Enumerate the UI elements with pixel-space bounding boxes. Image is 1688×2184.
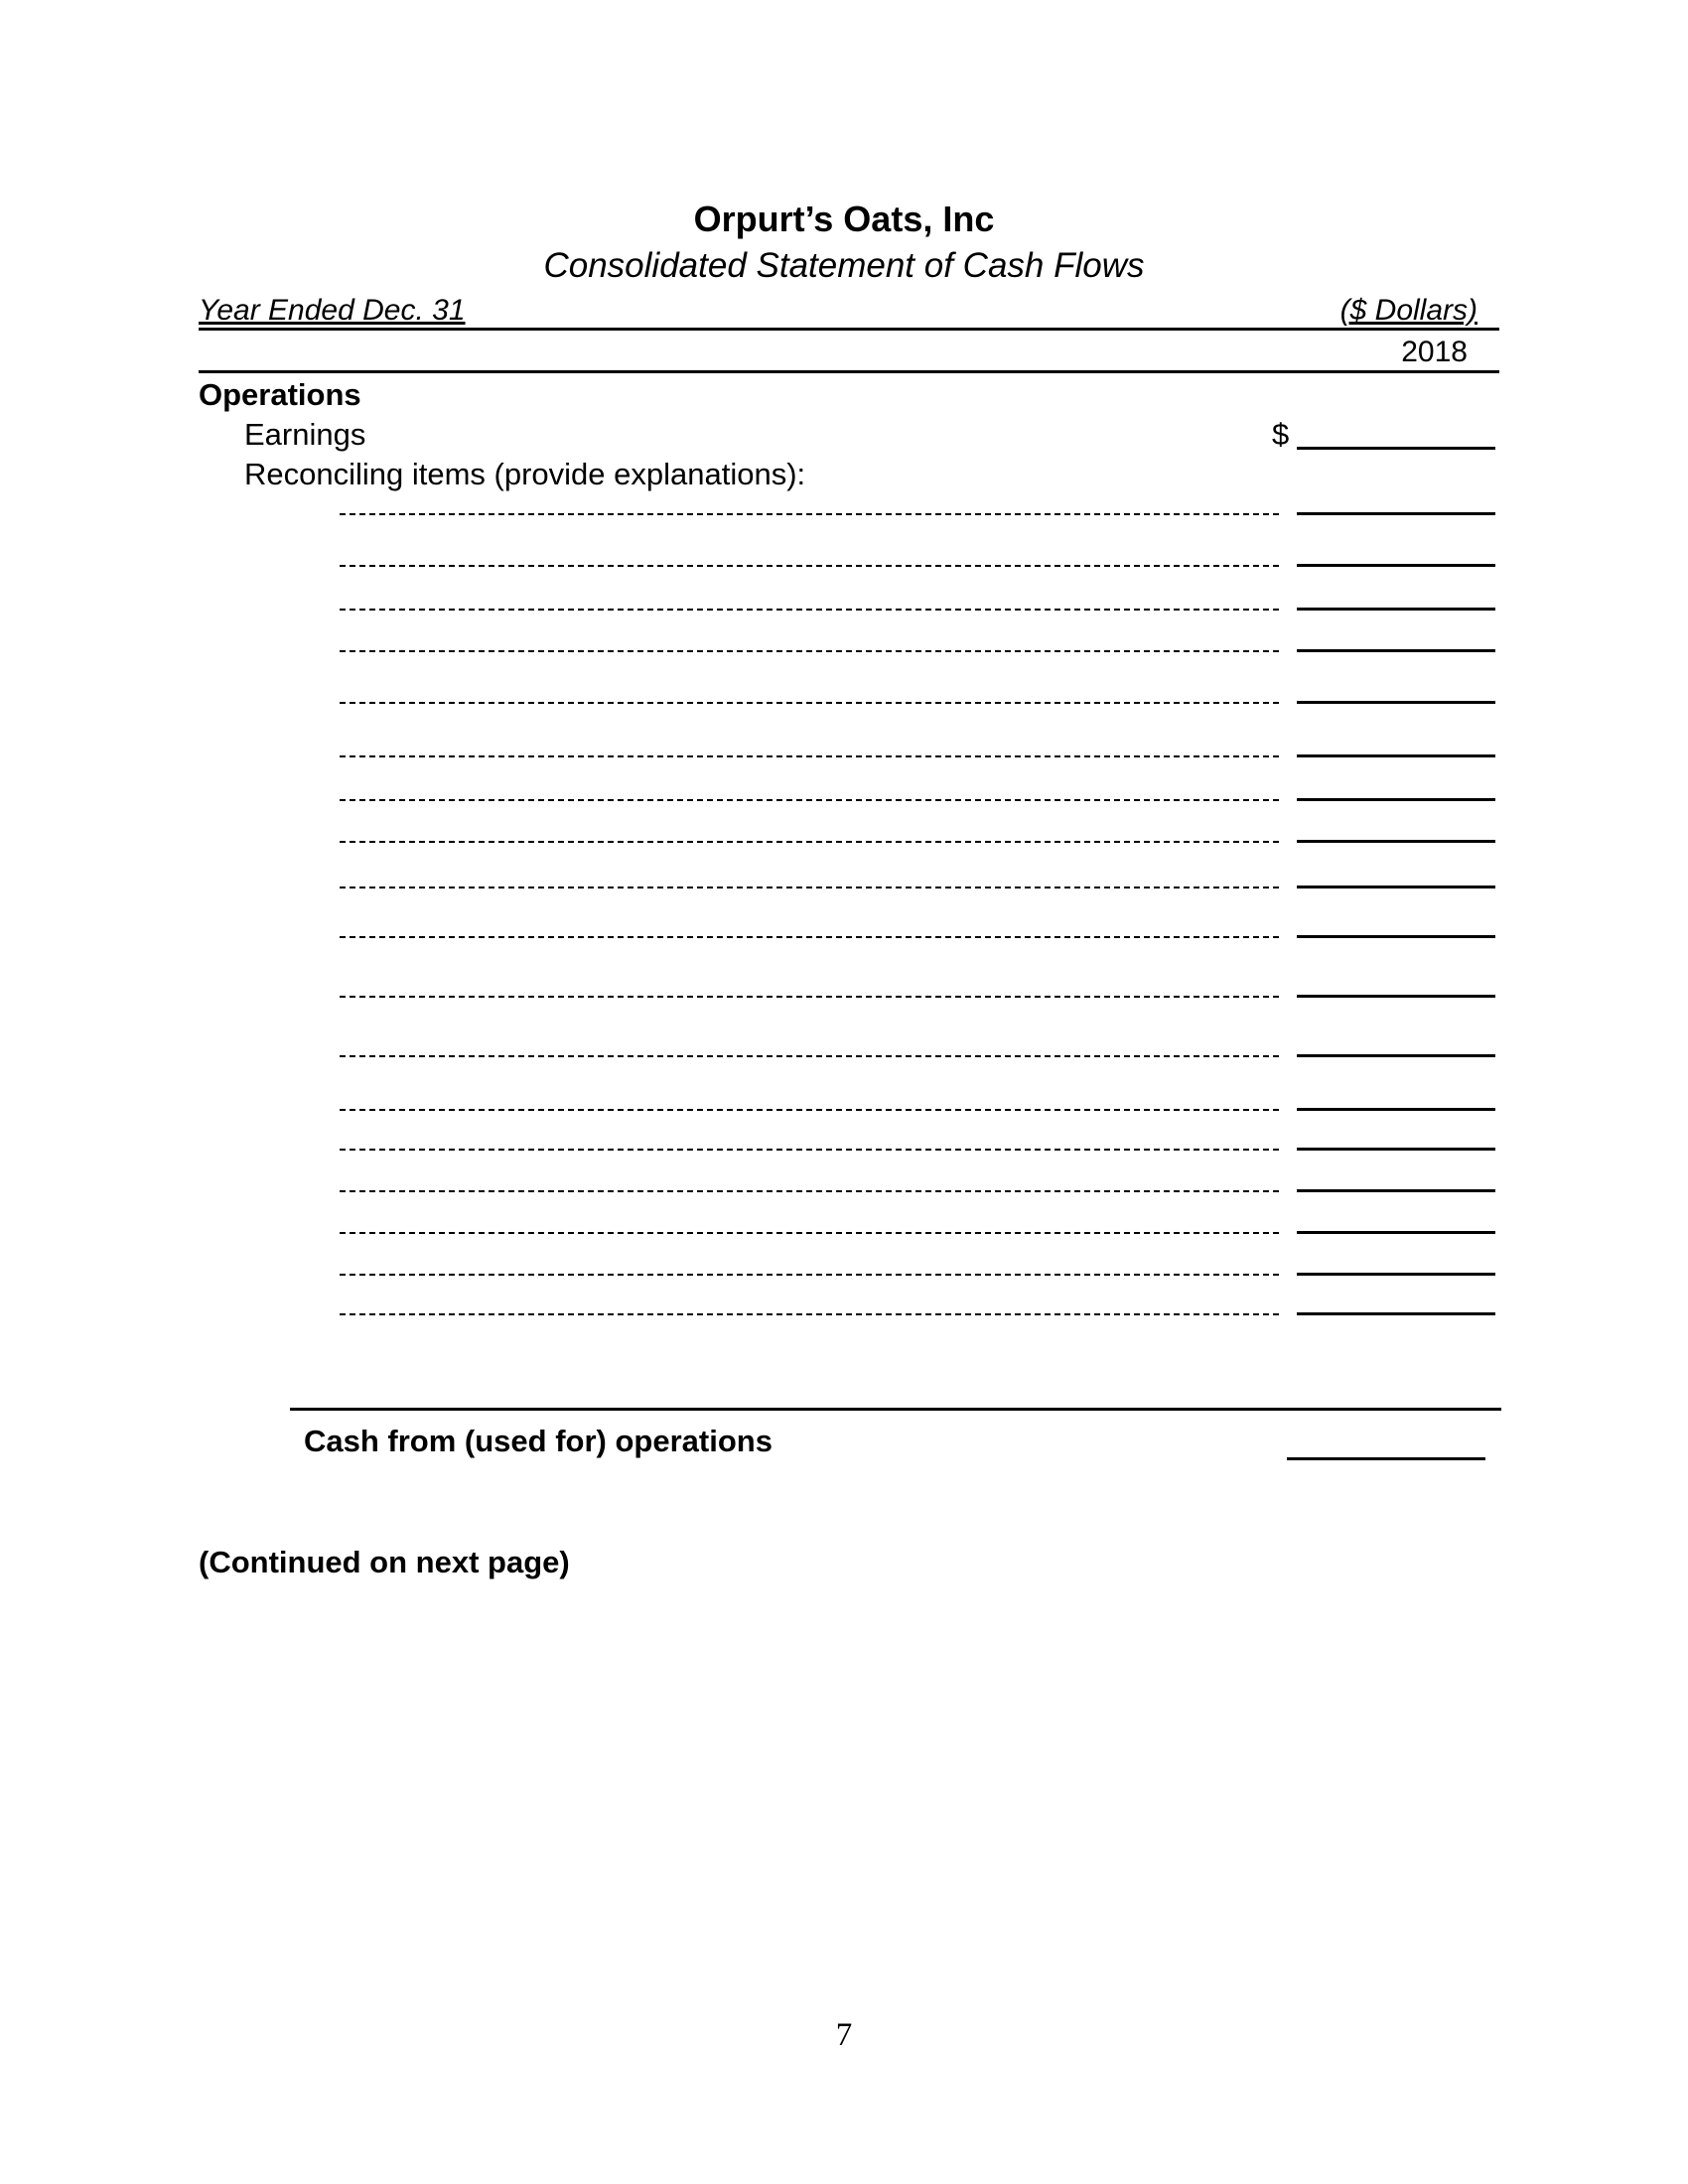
explanation-line[interactable] (340, 565, 1279, 567)
amount-blank[interactable] (1297, 995, 1495, 998)
explanation-line[interactable] (340, 1232, 1279, 1234)
explanation-line[interactable] (340, 513, 1279, 515)
explanation-line[interactable] (340, 1274, 1279, 1276)
amount-blank[interactable] (1297, 840, 1495, 843)
total-rule (290, 1408, 1501, 1411)
earnings-label: Earnings (244, 417, 366, 452)
explanation-line[interactable] (340, 841, 1279, 843)
amount-blank[interactable] (1297, 512, 1495, 515)
amount-blank[interactable] (1297, 1148, 1495, 1151)
amount-blank[interactable] (1297, 1054, 1495, 1057)
period-label: Year Ended Dec. 31 (199, 294, 466, 327)
explanation-line[interactable] (340, 887, 1279, 888)
cash-from-operations-label: Cash from (used for) operations (304, 1424, 773, 1458)
amount-blank[interactable] (1297, 564, 1495, 567)
company-name: Orpurt’s Oats, Inc (693, 199, 995, 239)
amount-blank[interactable] (1297, 754, 1495, 757)
amount-blank[interactable] (1297, 649, 1495, 652)
explanation-line[interactable] (340, 609, 1279, 611)
explanation-line[interactable] (340, 755, 1279, 757)
amount-blank[interactable] (1297, 935, 1495, 938)
amount-blank[interactable] (1297, 886, 1495, 888)
explanation-line[interactable] (340, 1055, 1279, 1057)
reconciling-items-label: Reconciling items (provide explanations): (244, 457, 806, 491)
operations-heading: Operations (199, 377, 361, 412)
explanation-line[interactable] (340, 702, 1279, 704)
amount-blank[interactable] (1297, 798, 1495, 801)
explanation-line[interactable] (340, 1109, 1279, 1111)
amount-blank[interactable] (1297, 1273, 1495, 1276)
earnings-amount-blank[interactable] (1297, 447, 1495, 450)
explanation-line[interactable] (340, 996, 1279, 998)
cash-from-operations-blank[interactable] (1287, 1457, 1485, 1460)
explanation-line[interactable] (340, 799, 1279, 801)
fiscal-year: 2018 (1401, 336, 1468, 368)
statement-title: Consolidated Statement of Cash Flows (543, 246, 1145, 285)
header-rule-bottom (199, 370, 1499, 373)
continued-note: (Continued on next page) (199, 1545, 570, 1579)
amount-blank[interactable] (1297, 1108, 1495, 1111)
currency-symbol: $ (1272, 417, 1290, 452)
amount-blank[interactable] (1297, 701, 1495, 704)
units-label: ($ Dollars) (1339, 294, 1477, 327)
amount-blank[interactable] (1297, 1231, 1495, 1234)
amount-blank[interactable] (1297, 608, 1495, 611)
amount-blank[interactable] (1297, 1312, 1495, 1315)
header-rule-top (199, 328, 1499, 331)
explanation-line[interactable] (340, 1313, 1279, 1315)
explanation-line[interactable] (340, 936, 1279, 938)
amount-blank[interactable] (1297, 1189, 1495, 1192)
page-number: 7 (835, 2017, 853, 2053)
explanation-line[interactable] (340, 1149, 1279, 1151)
explanation-line[interactable] (340, 650, 1279, 652)
explanation-line[interactable] (340, 1190, 1279, 1192)
